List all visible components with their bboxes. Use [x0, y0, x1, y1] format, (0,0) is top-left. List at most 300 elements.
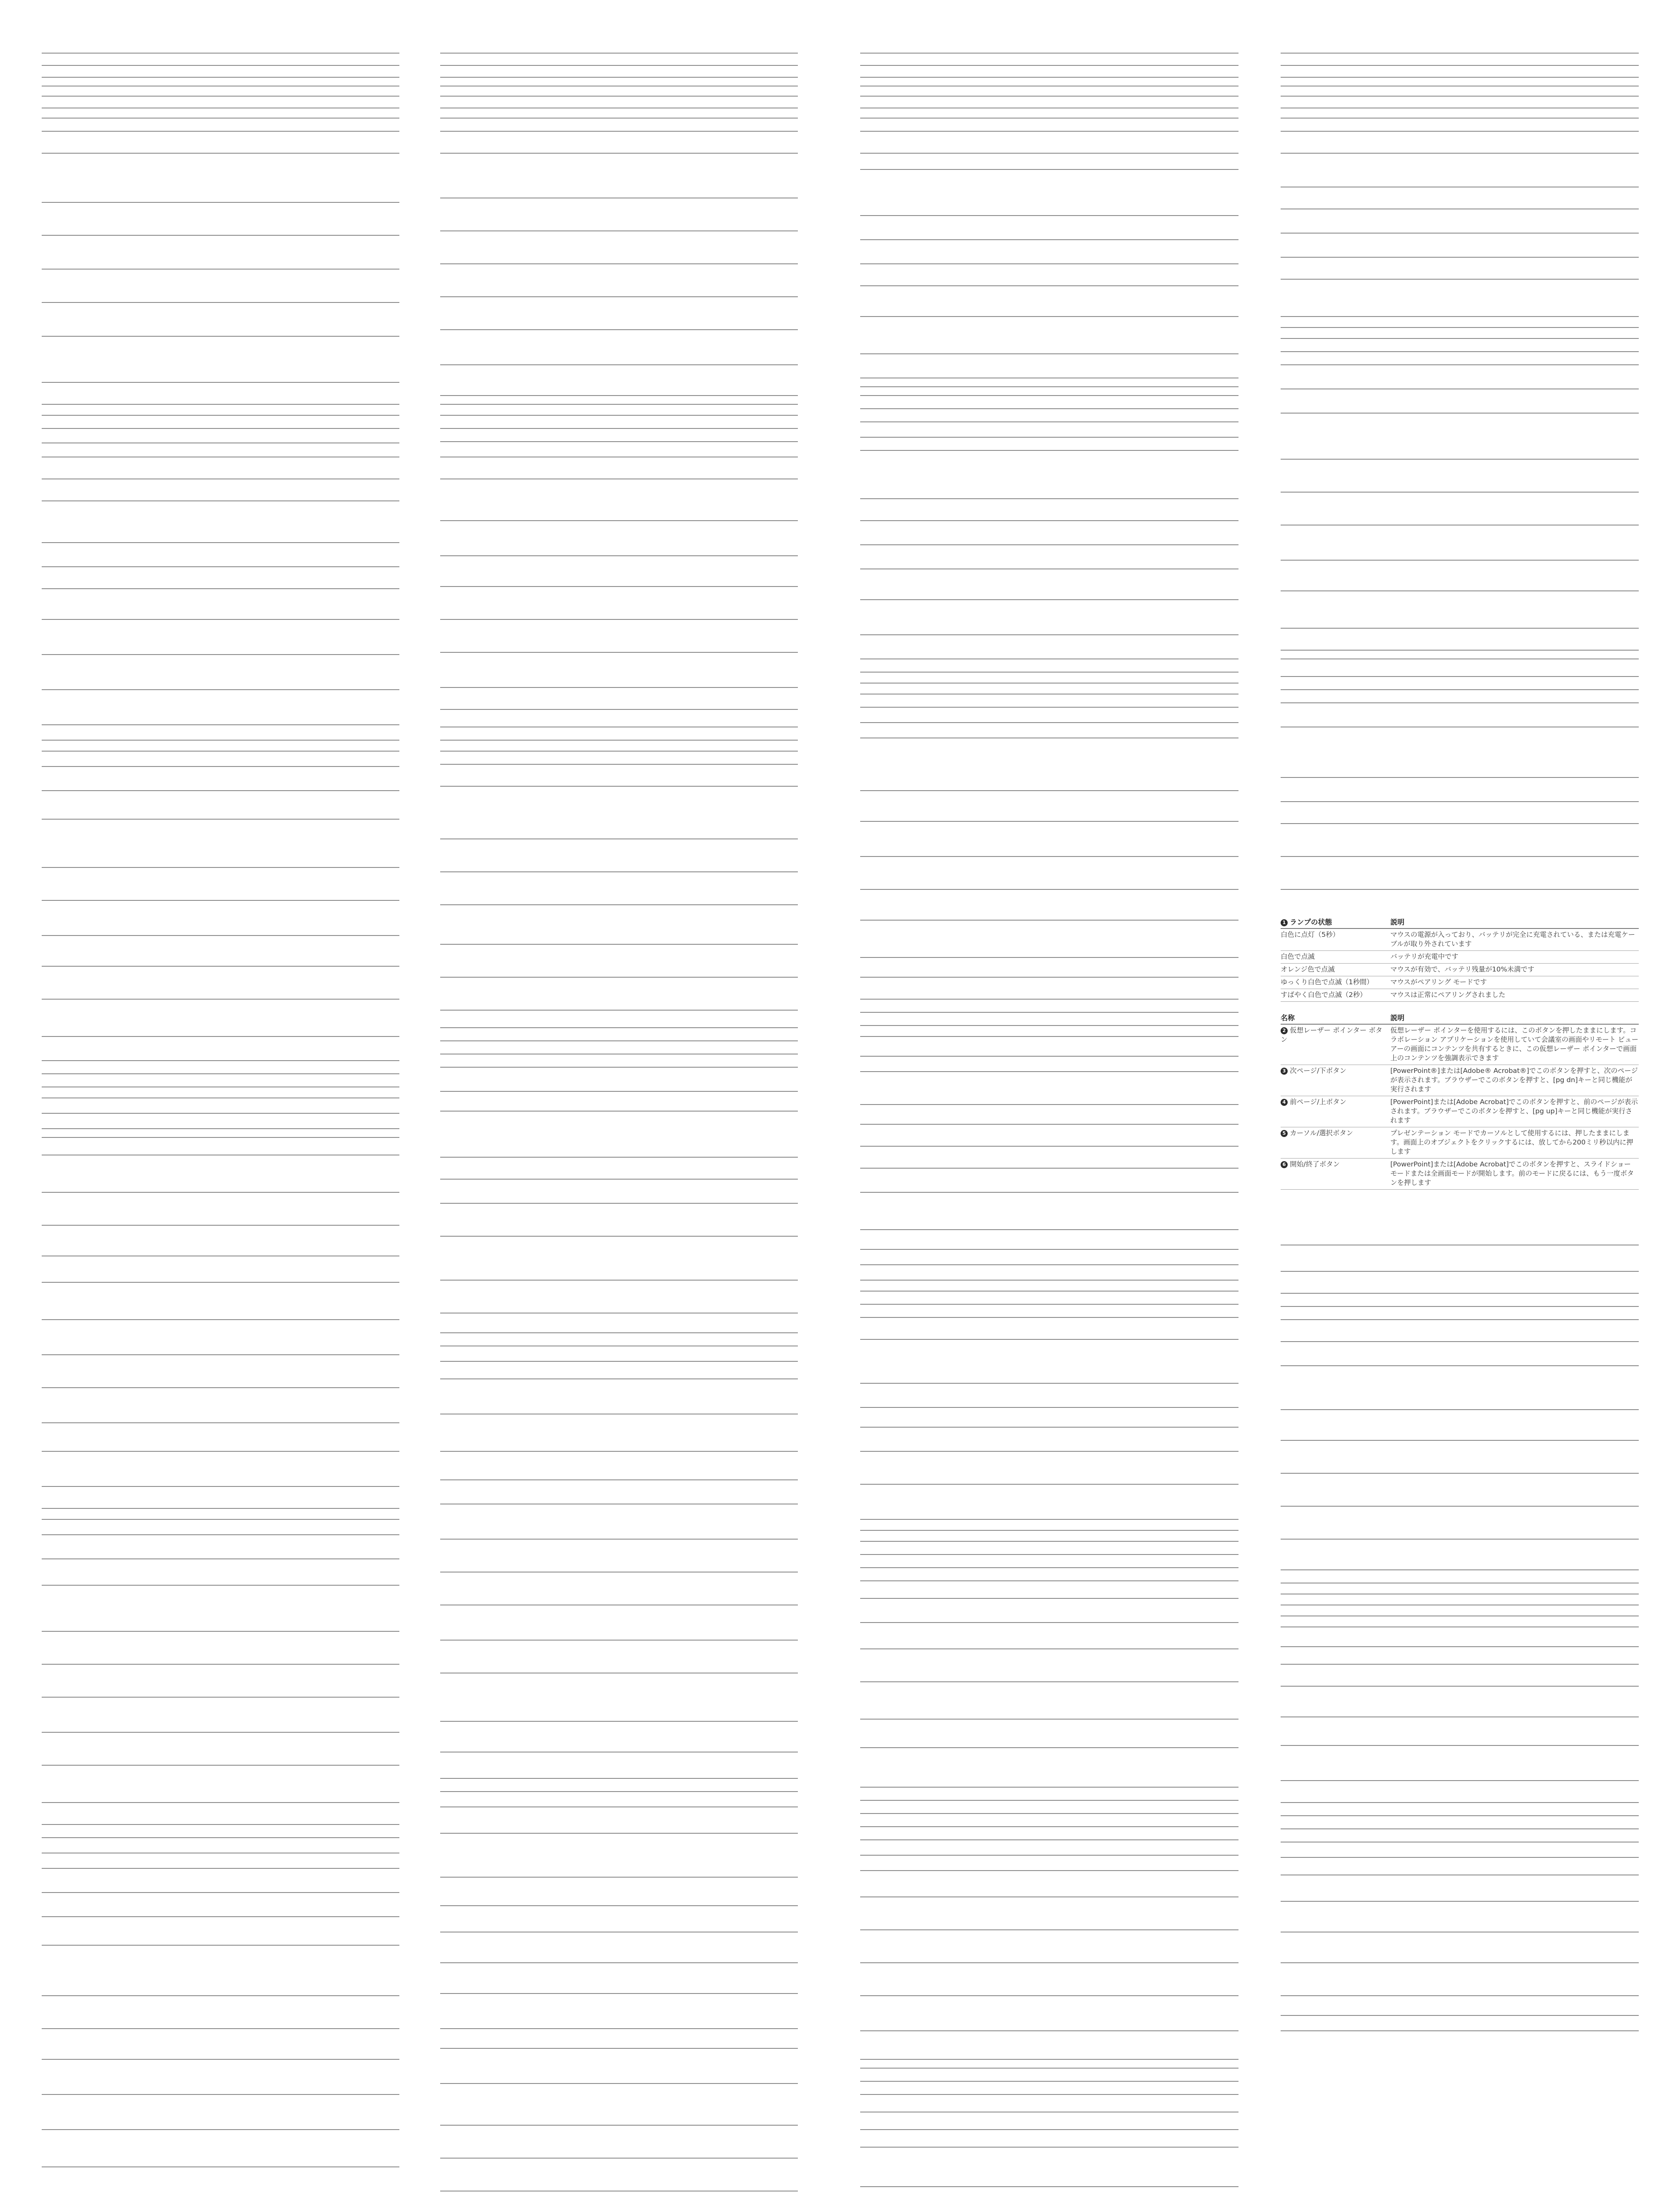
- divider-rule: [42, 1113, 399, 1114]
- divider-rule: [1281, 1802, 1639, 1803]
- button-description: 仮想レーザー ポインターを使用するには、このボタンを押したままにします。コラボレーション アプリケーションを使用していて会議室の画面やリモート ビューアーの画面にコンテンツを共有するときに、この仮想レーザー ポインターで画面上のコンテンツを強調表示できます: [1390, 1024, 1639, 1065]
- divider-rule: [860, 1896, 1238, 1897]
- divider-rule: [1281, 492, 1639, 493]
- divider-rule: [440, 520, 798, 521]
- divider-rule: [860, 153, 1238, 154]
- divider-rule: [1281, 131, 1639, 132]
- divider-rule: [860, 1554, 1238, 1555]
- divider-rule: [1281, 1686, 1639, 1687]
- divider-rule: [860, 1681, 1238, 1682]
- divider-rule: [42, 619, 399, 620]
- table-row: [1281, 964, 1639, 976]
- divider-rule: [1281, 889, 1639, 890]
- button-name: 次ページ/下ボタン: [1290, 1067, 1346, 1075]
- divider-rule: [42, 751, 399, 752]
- divider-rule: [860, 118, 1238, 119]
- divider-rule: [1281, 2030, 1639, 2031]
- divider-rule: [440, 740, 798, 741]
- divider-rule: [42, 1282, 399, 1283]
- divider-rule: [42, 1192, 399, 1193]
- number-marker-icon: 3: [1281, 1068, 1288, 1075]
- divider-rule: [860, 2081, 1238, 2082]
- divider-rule: [1281, 628, 1639, 629]
- divider-rule: [440, 751, 798, 752]
- divider-rule: [860, 599, 1238, 600]
- divider-rule: [860, 683, 1238, 684]
- divider-rule: [1281, 327, 1639, 328]
- number-marker-icon: 6: [1281, 1161, 1288, 1168]
- divider-rule: [1281, 1440, 1639, 1441]
- divider-rule: [1281, 1664, 1639, 1665]
- divider-rule: [860, 96, 1238, 97]
- divider-rule: [860, 821, 1238, 822]
- divider-rule: [42, 1916, 399, 1917]
- divider-rule: [1281, 53, 1639, 54]
- divider-rule: [42, 77, 399, 78]
- divider-rule: [1281, 856, 1639, 857]
- divider-rule: [440, 2048, 798, 2049]
- divider-rule: [860, 1192, 1238, 1193]
- divider-rule: [1281, 1473, 1639, 1474]
- divider-rule: [440, 1040, 798, 1041]
- divider-rule: [860, 408, 1238, 409]
- divider-rule: [860, 1229, 1238, 1230]
- divider-rule: [440, 652, 798, 653]
- divider-rule: [1281, 1716, 1639, 1717]
- divider-rule: [42, 1664, 399, 1665]
- divider-rule: [440, 1203, 798, 1204]
- divider-rule: [440, 404, 798, 405]
- divider-rule: [42, 1225, 399, 1226]
- lamp-description: マウスがペアリング モードです: [1390, 976, 1639, 989]
- divider-rule: [860, 1580, 1238, 1581]
- divider-rule: [1281, 316, 1639, 317]
- divider-rule: [1281, 1569, 1639, 1570]
- divider-rule: [440, 1778, 798, 1779]
- divider-rule: [440, 1361, 798, 1362]
- divider-rule: [42, 790, 399, 791]
- divider-rule: [440, 1067, 798, 1068]
- divider-rule: [1281, 351, 1639, 352]
- divider-rule: [42, 867, 399, 868]
- divider-rule: [1281, 1506, 1639, 1507]
- divider-rule: [42, 1036, 399, 1037]
- lamp-description: バッテリが充電中です: [1390, 951, 1639, 964]
- divider-rule: [42, 1422, 399, 1423]
- divider-rule: [860, 1249, 1238, 1250]
- divider-rule: [860, 1826, 1238, 1827]
- divider-rule: [860, 498, 1238, 499]
- divider-rule: [42, 1128, 399, 1129]
- divider-rule: [860, 1071, 1238, 1072]
- divider-rule: [1281, 338, 1639, 339]
- divider-rule: [440, 1236, 798, 1237]
- divider-rule: [42, 382, 399, 383]
- divider-rule: [860, 1855, 1238, 1856]
- divider-rule: [860, 1929, 1238, 1930]
- divider-rule: [440, 77, 798, 78]
- divider-rule: [440, 1332, 798, 1333]
- divider-rule: [440, 904, 798, 905]
- divider-rule: [860, 215, 1238, 216]
- divider-rule: [42, 65, 399, 66]
- divider-rule: [440, 2083, 798, 2084]
- button-description: [PowerPoint]または[Adobe Acrobat]でこのボタンを押すと、スライドショー モードまたは全画面モードが開始します。前のモードに戻るには、もう一度ボタンを押します: [1390, 1159, 1639, 1190]
- divider-rule: [860, 1168, 1238, 1169]
- divider-rule: [42, 269, 399, 270]
- divider-rule: [860, 437, 1238, 438]
- divider-rule: [440, 1962, 798, 1963]
- button-table-header: [1281, 1012, 1639, 1024]
- table-row: [1281, 989, 1639, 1002]
- divider-rule: [860, 1264, 1238, 1265]
- divider-rule: [1281, 1857, 1639, 1858]
- divider-rule: [42, 302, 399, 303]
- divider-rule: [860, 65, 1238, 66]
- divider-rule: [42, 1631, 399, 1632]
- divider-rule: [440, 1280, 798, 1281]
- divider-rule: [860, 1036, 1238, 1037]
- lamp-description: マウスが有効で、バッテリ残量が10%未満です: [1390, 964, 1639, 976]
- divider-rule: [860, 1598, 1238, 1599]
- divider-rule: [860, 1280, 1238, 1281]
- divider-rule: [440, 1721, 798, 1722]
- divider-rule: [440, 1877, 798, 1878]
- lamp-state: ゆっくり白色で点滅（1秒間）: [1281, 976, 1390, 989]
- divider-rule: [1281, 1646, 1639, 1647]
- divider-rule: [42, 235, 399, 236]
- divider-rule: [440, 687, 798, 688]
- column-1: [42, 0, 399, 2195]
- divider-rule: [42, 131, 399, 132]
- lamp-table-header: [1281, 917, 1639, 928]
- divider-rule: [860, 353, 1238, 354]
- divider-rule: [860, 1317, 1238, 1318]
- divider-rule: [860, 1104, 1238, 1105]
- divider-rule: [860, 77, 1238, 78]
- divider-rule: [440, 555, 798, 556]
- divider-rule: [42, 53, 399, 54]
- divider-rule: [1281, 413, 1639, 414]
- button-description: [PowerPoint]または[Adobe Acrobat]でこのボタンを押すと、前のページが表示されます。ブラウザーでこのボタンを押すと、[pg up]キーと同じ機能が実行されます: [1390, 1096, 1639, 1127]
- divider-rule: [440, 838, 798, 839]
- button-table: [1281, 1012, 1639, 1190]
- divider-rule: [1281, 1626, 1639, 1627]
- divider-rule: [860, 1383, 1238, 1384]
- table-row: [1281, 928, 1639, 951]
- divider-rule: [860, 544, 1238, 545]
- divider-rule: [440, 1027, 798, 1028]
- divider-rule: [860, 1124, 1238, 1125]
- divider-rule: [1281, 650, 1639, 651]
- button-name-header: 名称: [1281, 1012, 1390, 1024]
- divider-rule: [860, 263, 1238, 264]
- divider-rule: [42, 1868, 399, 1869]
- divider-rule: [42, 153, 399, 154]
- table-gap: [1281, 1002, 1639, 1012]
- divider-rule: [440, 709, 798, 710]
- divider-rule: [1281, 801, 1639, 802]
- divider-rule: [440, 395, 798, 396]
- divider-rule: [42, 1387, 399, 1388]
- divider-rule: [1281, 1745, 1639, 1746]
- divider-rule: [42, 819, 399, 820]
- divider-rule: [42, 542, 399, 543]
- table-row: [1281, 976, 1639, 989]
- lamp-description: マウスの電源が入っており、バッテリが完全に充電されている、または充電ケーブルが取り外されています: [1390, 928, 1639, 951]
- divider-rule: [1281, 2015, 1639, 2016]
- divider-rule: [860, 790, 1238, 791]
- divider-rule: [1281, 279, 1639, 280]
- divider-rule: [860, 977, 1238, 978]
- divider-rule: [1281, 1306, 1639, 1307]
- divider-rule: [440, 1010, 798, 1011]
- divider-rule: [440, 1479, 798, 1480]
- divider-rule: [440, 263, 798, 264]
- divider-rule: [440, 1179, 798, 1180]
- divider-rule: [860, 1567, 1238, 1568]
- divider-rule: [860, 1787, 1238, 1788]
- divider-rule: [860, 1530, 1238, 1531]
- lamp-desc-header: 説明: [1390, 917, 1639, 928]
- divider-rule: [42, 999, 399, 1000]
- divider-rule: [860, 1870, 1238, 1871]
- divider-rule: [440, 1157, 798, 1158]
- divider-rule: [860, 707, 1238, 708]
- divider-rule: [440, 1905, 798, 1906]
- divider-rule: [1281, 77, 1639, 78]
- divider-rule: [42, 966, 399, 967]
- divider-rule: [860, 1339, 1238, 1340]
- divider-rule: [860, 957, 1238, 958]
- divider-rule: [42, 654, 399, 655]
- divider-rule: [42, 428, 399, 429]
- number-marker-icon: 1: [1281, 919, 1288, 926]
- divider-rule: [860, 1304, 1238, 1305]
- column-3: [860, 0, 1238, 2195]
- divider-rule: [440, 619, 798, 620]
- divider-rule: [440, 329, 798, 330]
- divider-rule: [440, 2158, 798, 2159]
- divider-rule: [860, 2147, 1238, 2148]
- divider-rule: [1281, 1901, 1639, 1902]
- divider-rule: [860, 1451, 1238, 1452]
- divider-rule: [1281, 364, 1639, 365]
- button-name: 仮想レーザー ポインター ボタン: [1281, 1026, 1382, 1044]
- divider-rule: [440, 2028, 798, 2029]
- divider-rule: [860, 2059, 1238, 2060]
- divider-rule: [860, 1146, 1238, 1147]
- divider-rule: [42, 1508, 399, 1509]
- divider-rule: [860, 889, 1238, 890]
- divider-rule: [42, 2028, 399, 2029]
- divider-rule: [860, 722, 1238, 723]
- table-row: [1281, 1024, 1639, 1065]
- divider-rule: [42, 2129, 399, 2130]
- divider-rule: [440, 764, 798, 765]
- button-description: [PowerPoint®]または[Adobe® Acrobat®]でこのボタンを押すと、次のページが表示されます。ブラウザーでこのボタンを押すと、[pg dn]キーと同じ機能が実行されます: [1390, 1065, 1639, 1096]
- divider-rule: [1281, 590, 1639, 591]
- divider-rule: [1281, 702, 1639, 703]
- lamp-state-header: ランプの状態: [1290, 918, 1332, 926]
- divider-rule: [42, 2094, 399, 2095]
- divider-rule: [1281, 1271, 1639, 1272]
- divider-rule: [440, 1640, 798, 1641]
- divider-rule: [860, 1407, 1238, 1408]
- divider-rule: [42, 689, 399, 690]
- lamp-status-table: [1281, 917, 1639, 1002]
- divider-rule: [860, 53, 1238, 54]
- divider-rule: [42, 1995, 399, 1996]
- divider-rule: [440, 1833, 798, 1834]
- divider-rule: [42, 1892, 399, 1893]
- divider-rule: [42, 96, 399, 97]
- divider-rule: [42, 415, 399, 416]
- divider-rule: [860, 2129, 1238, 2130]
- table-row: [1281, 1096, 1639, 1127]
- divider-rule: [440, 977, 798, 978]
- divider-rule: [440, 96, 798, 97]
- divider-rule: [1281, 1780, 1639, 1781]
- table-row: [1281, 1159, 1639, 1190]
- divider-rule: [440, 118, 798, 119]
- divider-rule: [860, 658, 1238, 659]
- table-row: [1281, 1127, 1639, 1159]
- divider-rule: [1281, 1962, 1639, 1963]
- divider-rule: [860, 1056, 1238, 1057]
- divider-rule: [860, 1648, 1238, 1649]
- divider-rule: [440, 1806, 798, 1807]
- divider-rule: [42, 1073, 399, 1074]
- divider-rule: [440, 230, 798, 231]
- divider-rule: [42, 1802, 399, 1803]
- divider-rule: [440, 428, 798, 429]
- divider-rule: [1281, 560, 1639, 561]
- divider-rule: [1281, 1293, 1639, 1294]
- number-marker-icon: 2: [1281, 1027, 1288, 1034]
- divider-rule: [1281, 777, 1639, 778]
- divider-rule: [440, 944, 798, 945]
- divider-rule: [440, 586, 798, 587]
- divider-rule: [860, 520, 1238, 521]
- divider-rule: [860, 920, 1238, 921]
- divider-rule: [860, 1484, 1238, 1485]
- divider-rule: [860, 169, 1238, 170]
- divider-rule: [860, 2186, 1238, 2187]
- lamp-state: すばやく白色で点滅（2秒）: [1281, 989, 1390, 1002]
- divider-rule: [860, 1519, 1238, 1520]
- divider-rule: [860, 999, 1238, 1000]
- divider-rule: [42, 1837, 399, 1838]
- button-name: 開始/終了ボタン: [1290, 1160, 1340, 1168]
- divider-rule: [42, 935, 399, 936]
- divider-rule: [860, 1747, 1238, 1748]
- divider-rule: [860, 1813, 1238, 1814]
- divider-rule: [1281, 1341, 1639, 1342]
- divider-rule: [860, 316, 1238, 317]
- divider-rule: [860, 1012, 1238, 1013]
- divider-rule: [42, 1519, 399, 1520]
- number-marker-icon: 5: [1281, 1130, 1288, 1137]
- divider-rule: [860, 285, 1238, 286]
- table-row: [1281, 1065, 1639, 1096]
- divider-rule: [42, 588, 399, 589]
- divider-rule: [42, 566, 399, 567]
- divider-rule: [860, 1962, 1238, 1963]
- divider-rule: [440, 1451, 798, 1452]
- divider-rule: [42, 1697, 399, 1698]
- button-name: カーソル/選択ボタン: [1290, 1129, 1353, 1137]
- divider-rule: [42, 1060, 399, 1061]
- divider-rule: [860, 2030, 1238, 2031]
- divider-rule: [1281, 1409, 1639, 1410]
- divider-rule: [42, 1354, 399, 1355]
- divider-rule: [42, 1824, 399, 1825]
- divider-rule: [42, 1451, 399, 1452]
- divider-rule: [860, 856, 1238, 857]
- divider-rule: [42, 740, 399, 741]
- divider-rule: [1281, 257, 1639, 258]
- divider-rule: [860, 395, 1238, 396]
- divider-rule: [42, 1319, 399, 1320]
- divider-rule: [860, 1719, 1238, 1720]
- divider-rule: [440, 1111, 798, 1112]
- button-description: プレゼンテーション モードでカーソルとして使用するには、押したままにします。画面上のオブジェクトをクリックするには、放してから200ミリ秒以内に押します: [1390, 1127, 1639, 1159]
- divider-rule: [42, 1534, 399, 1535]
- lamp-state: 白色で点滅: [1281, 951, 1390, 964]
- divider-rule: [440, 441, 798, 442]
- divider-rule: [860, 1427, 1238, 1428]
- divider-rule: [1281, 1319, 1639, 1320]
- button-name: 前ページ/上ボタン: [1290, 1098, 1346, 1106]
- divider-rule: [860, 1025, 1238, 1026]
- divider-rule: [440, 1791, 798, 1792]
- divider-rule: [42, 1945, 399, 1946]
- divider-rule: [860, 1995, 1238, 1996]
- divider-rule: [42, 336, 399, 337]
- divider-rule: [440, 786, 798, 787]
- divider-rule: [1281, 1828, 1639, 1829]
- number-marker-icon: 4: [1281, 1099, 1288, 1106]
- divider-rule: [1281, 118, 1639, 119]
- divider-rule: [440, 2125, 798, 2126]
- divider-rule: [860, 386, 1238, 387]
- divider-rule: [860, 1800, 1238, 1801]
- divider-rule: [42, 202, 399, 203]
- divider-rule: [1281, 1539, 1639, 1540]
- column-2: [440, 0, 798, 2195]
- divider-rule: [42, 404, 399, 405]
- divider-rule: [1281, 96, 1639, 97]
- divider-rule: [440, 1539, 798, 1540]
- divider-rule: [42, 2166, 399, 2167]
- divider-rule: [440, 153, 798, 154]
- divider-rule: [440, 65, 798, 66]
- divider-rule: [1281, 233, 1639, 234]
- divider-rule: [860, 1291, 1238, 1292]
- divider-rule: [440, 296, 798, 297]
- divider-rule: [42, 500, 399, 501]
- divider-rule: [440, 871, 798, 872]
- divider-rule: [860, 634, 1238, 635]
- spec-tables: [1281, 917, 1639, 1190]
- divider-rule: [1281, 153, 1639, 154]
- divider-rule: [1281, 459, 1639, 460]
- lamp-description: マウスは正常にペアリングされました: [1390, 989, 1639, 1002]
- divider-rule: [440, 1378, 798, 1379]
- divider-rule: [1281, 1365, 1639, 1366]
- divider-rule: [860, 2068, 1238, 2069]
